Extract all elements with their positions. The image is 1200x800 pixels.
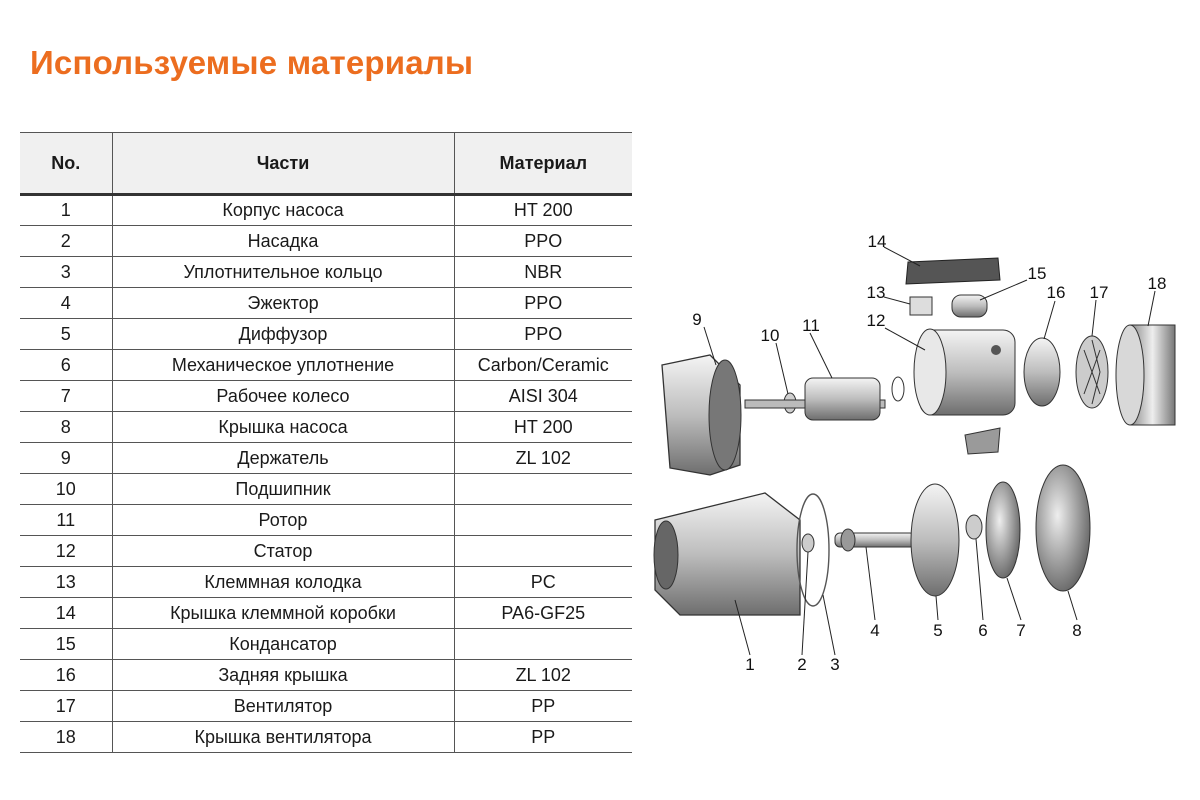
cell-part: Клеммная колодка	[112, 567, 454, 598]
part-7-impeller	[986, 482, 1020, 578]
callout-7: 7	[1016, 621, 1026, 640]
part-4-ejector	[835, 529, 915, 551]
cell-material: ZL 102	[454, 660, 632, 691]
table-row	[20, 381, 632, 412]
cell-material: PA6-GF25	[454, 598, 632, 629]
callout-18: 18	[1147, 274, 1167, 293]
cell-material: PP	[454, 691, 632, 722]
table-row	[20, 536, 632, 567]
part-13-terminal-block	[910, 297, 932, 315]
cell-material: PP	[454, 722, 632, 753]
cell-part: Корпус насоса	[112, 195, 454, 226]
part-17-fan	[1076, 336, 1108, 408]
cell-no: 15	[20, 629, 112, 660]
table-row	[20, 691, 632, 722]
cell-material: ZL 102	[454, 443, 632, 474]
part-16-rear-cover	[1024, 338, 1060, 406]
cell-no: 8	[20, 412, 112, 443]
part-18-fan-cover	[1116, 325, 1175, 425]
table-row	[20, 288, 632, 319]
table-row	[20, 598, 632, 629]
page-title: Используемые материалы	[30, 44, 474, 81]
cell-no: 2	[20, 226, 112, 257]
callout-9: 9	[692, 310, 702, 329]
callout-6: 6	[978, 621, 988, 640]
cell-no: 14	[20, 598, 112, 629]
cell-no: 12	[20, 536, 112, 567]
cell-no: 13	[20, 567, 112, 598]
table-row	[20, 226, 632, 257]
pump-exploded-diagram	[640, 200, 1200, 700]
header-part: Части	[112, 133, 454, 195]
callout-10: 10	[760, 326, 780, 345]
callout-15: 15	[1027, 264, 1047, 283]
cell-part: Диффузор	[112, 319, 454, 350]
cell-material: NBR	[454, 257, 632, 288]
cell-no: 6	[20, 350, 112, 381]
cell-material: PPO	[454, 319, 632, 350]
cell-no: 7	[20, 381, 112, 412]
cell-part: Вентилятор	[112, 691, 454, 722]
cell-material	[454, 505, 632, 536]
table-row	[20, 443, 632, 474]
part-1-pump-body	[654, 493, 800, 615]
cell-part: Задняя крышка	[112, 660, 454, 691]
materials-table	[20, 132, 632, 753]
table-header-row	[20, 133, 632, 195]
header-no: No.	[20, 133, 112, 195]
table-row	[20, 195, 632, 226]
cell-material	[454, 474, 632, 505]
cell-material: PPO	[454, 288, 632, 319]
cell-part: Ротор	[112, 505, 454, 536]
callout-13: 13	[866, 283, 886, 302]
cell-part: Крышка клеммной коробки	[112, 598, 454, 629]
cell-material: PC	[454, 567, 632, 598]
part-3-seal-ring	[797, 494, 829, 606]
callout-14: 14	[867, 232, 887, 251]
cell-no: 16	[20, 660, 112, 691]
cell-no: 1	[20, 195, 112, 226]
part-15-capacitor	[952, 295, 987, 317]
callout-5: 5	[933, 621, 943, 640]
part-9-holder	[662, 355, 741, 475]
cell-part: Крышка насоса	[112, 412, 454, 443]
cell-material: HT 200	[454, 195, 632, 226]
table-row	[20, 350, 632, 381]
cell-part: Держатель	[112, 443, 454, 474]
cell-material: Carbon/Ceramic	[454, 350, 632, 381]
cell-part: Эжектор	[112, 288, 454, 319]
cell-no: 4	[20, 288, 112, 319]
cell-part: Механическое уплотнение	[112, 350, 454, 381]
table-row	[20, 629, 632, 660]
part-12-stator	[914, 329, 1015, 415]
header-material: Материал	[454, 133, 632, 195]
cell-part: Рабочее колесо	[112, 381, 454, 412]
table-row	[20, 660, 632, 691]
callout-3: 3	[830, 655, 840, 674]
cell-part: Уплотнительное кольцо	[112, 257, 454, 288]
callout-11: 11	[802, 316, 820, 335]
cell-part: Статор	[112, 536, 454, 567]
cell-no: 5	[20, 319, 112, 350]
callout-1: 1	[745, 655, 755, 674]
cell-part: Крышка вентилятора	[112, 722, 454, 753]
table-row	[20, 722, 632, 753]
callout-12: 12	[866, 311, 886, 330]
table-row	[20, 505, 632, 536]
callout-8: 8	[1072, 621, 1082, 640]
callout-4: 4	[870, 621, 880, 640]
part-8-pump-cover	[1036, 465, 1090, 591]
table-row	[20, 412, 632, 443]
table-row	[20, 257, 632, 288]
cell-part: Кондансатор	[112, 629, 454, 660]
cell-no: 11	[20, 505, 112, 536]
table-row	[20, 319, 632, 350]
cell-no: 18	[20, 722, 112, 753]
cell-part: Насадка	[112, 226, 454, 257]
cell-material: PPO	[454, 226, 632, 257]
cell-no: 17	[20, 691, 112, 722]
cell-part: Подшипник	[112, 474, 454, 505]
part-14-terminal-box-cover	[906, 258, 1000, 284]
cell-no: 9	[20, 443, 112, 474]
callout-2: 2	[797, 655, 807, 674]
part-5-diffuser	[911, 484, 959, 596]
bracket-part	[965, 428, 1000, 454]
part-11-rotor	[745, 377, 904, 420]
cell-material: HT 200	[454, 412, 632, 443]
table-row	[20, 567, 632, 598]
cell-material: AISI 304	[454, 381, 632, 412]
part-6-mechanical-seal	[966, 515, 982, 539]
table-row	[20, 474, 632, 505]
callout-16: 16	[1046, 283, 1066, 302]
cell-material	[454, 629, 632, 660]
part-2-nozzle	[802, 534, 814, 552]
cell-no: 3	[20, 257, 112, 288]
cell-no: 10	[20, 474, 112, 505]
callout-17: 17	[1089, 283, 1109, 302]
cell-material	[454, 536, 632, 567]
